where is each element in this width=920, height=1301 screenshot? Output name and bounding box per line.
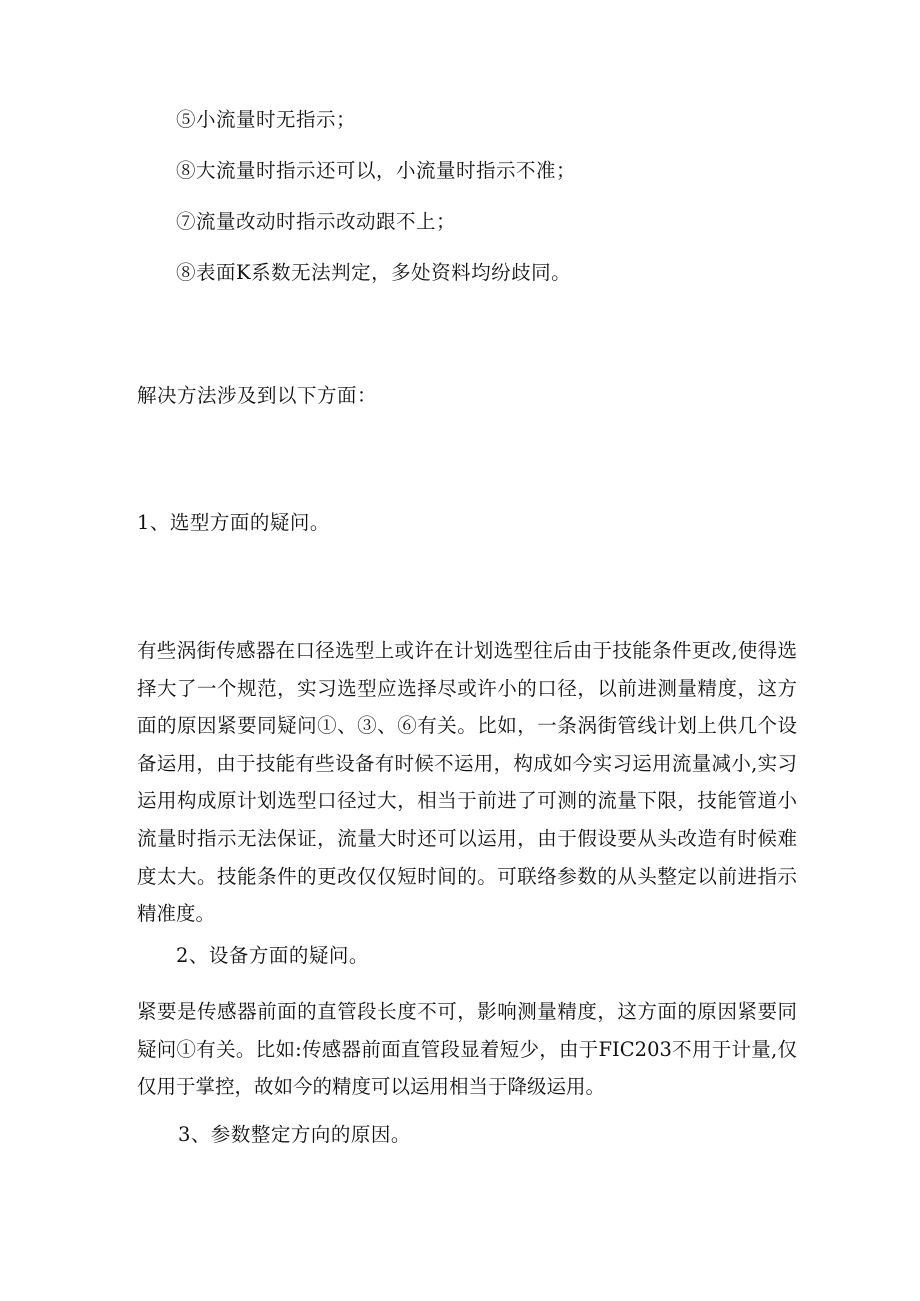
issue-item-8: ⑧表面K系数无法判定，多处资料均纷歧同。 [176, 261, 572, 284]
section-body-equipment: 紧要是传感器前面的直管段长度不可，影响测量精度，这方面的原因紧要同疑问①有关。比如:传感器前面直管段显着短少，由于FIC203不用于计量,仅仅用于掌控，故如今的精度可以运用相当于降级运用。 [137, 1000, 797, 1099]
section-body-selection: 有些涡街传感器在口径选型上或许在计划选型往后由于技能条件更改,使得选择大了一个规范，实习选型应选择尽或许小的口径，以前进测量精度，这方面的原因紧要同疑问①、③、⑥有关。比如，一条涡街管线计划上供几个设备运用，由于技能有些设备有时候不运用，构成如今实习运用流量减小,实习运用构成原计划选型口径过大，相当于前进了可测的流量下限，技能管道小流量时指示无法保证，流量大时还可以运用，由于假设要从头改造有时候难度太大。技能条件的更改仅仅短时间的。可联络参数的从头整定以前进指示精准度。 [137, 639, 797, 926]
issue-item-6: ⑧大流量时指示还可以，小流量时指示不准； [176, 159, 577, 182]
issue-item-5: ⑤小流量时无指示； [176, 108, 357, 131]
section-heading-equipment: 2、设备方面的疑问。 [176, 944, 369, 967]
section-heading-parameters: 3、参数整定方向的原因。 [178, 1123, 411, 1146]
issue-item-7: ⑦流量改动时指示改动跟不上； [176, 210, 457, 233]
section-heading-selection: 1、选型方面的疑问。 [137, 511, 330, 534]
solution-intro: 解决方法涉及到以下方面： [137, 384, 378, 407]
